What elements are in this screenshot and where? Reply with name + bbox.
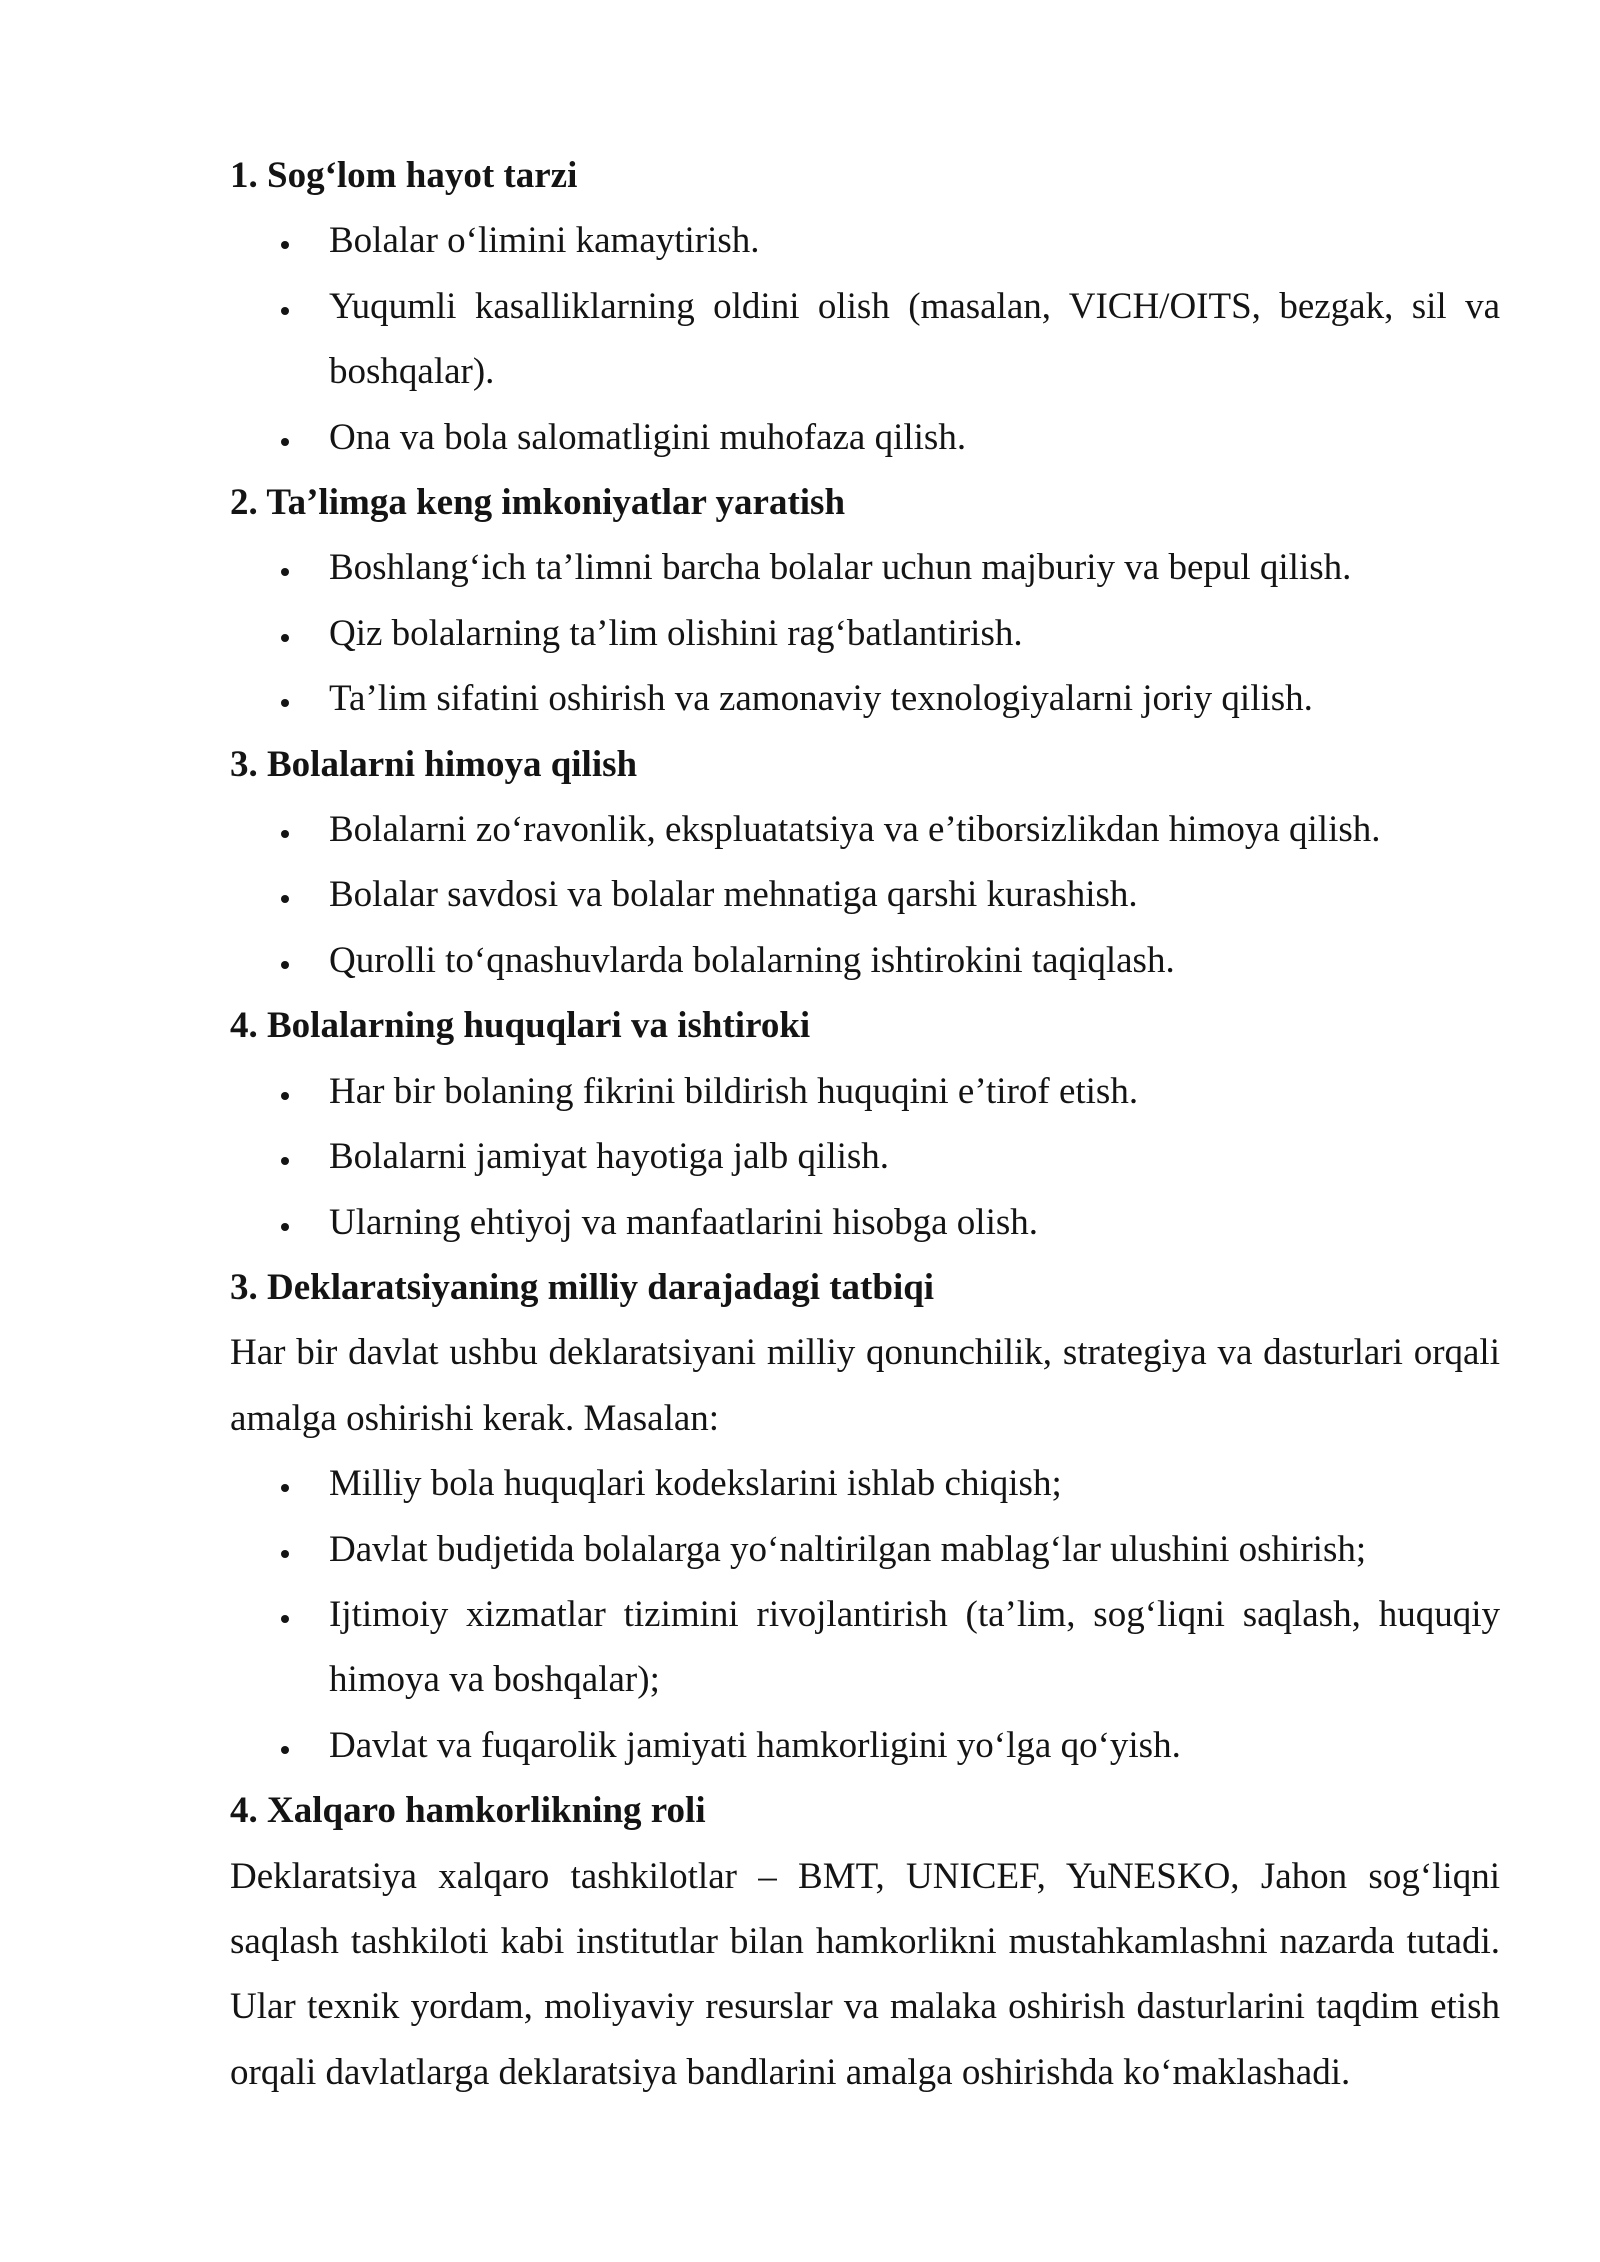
section-child-rights (230, 993, 1500, 1255)
bullet-icon (281, 241, 289, 249)
list-item-text: Ularning ehtiyoj va manfaatlarini hisobga olish. (329, 1201, 1038, 1243)
paragraph: Deklaratsiya xalqaro tashkilotlar – BMT, UNICEF, YuNESKO, Jahon sog‘liqni saqlash tashkiloti kabi institutlar bilan hamkorlikni mustahkamlashni nazarda tutadi. Ular texnik yordam, moliyaviy resurslar va malaka oshirish dasturlarini taqdim etish orqali davlatlarga deklaratsiya bandlarini amalga oshirishda ko‘maklashadi. (230, 1855, 1500, 2093)
bullet-icon (281, 1615, 289, 1623)
bullet-icon (281, 1484, 289, 1492)
bullet-list (230, 535, 1500, 731)
bullet-icon (281, 1223, 289, 1231)
list-item (230, 1190, 1500, 1255)
list-item (230, 208, 1500, 273)
bullet-list (230, 797, 1500, 993)
list-item-text: Ona va bola salomatligini muhofaza qilish. (329, 416, 967, 458)
list-item-text: Boshlang‘ich ta’limni barcha bolalar uchun majburiy va bepul qilish. (329, 547, 1352, 589)
section-national-implementation (230, 1255, 1500, 1778)
list-item (230, 1059, 1500, 1124)
section-heading: 3. Deklaratsiyaning milliy darajadagi tatbiqi (230, 1266, 935, 1308)
list-item-text: Bolalarni jamiyat hayotiga jalb qilish. (329, 1136, 890, 1178)
list-item (230, 797, 1500, 862)
list-item-text: Qurolli to‘qnashuvlarda bolalarning ishtirokini taqiqlash. (329, 939, 1175, 981)
bullet-icon (281, 830, 289, 838)
bullet-icon (281, 1550, 289, 1558)
section-heading: 4. Bolalarning huquqlari va ishtiroki (230, 1005, 811, 1047)
list-item (230, 862, 1500, 927)
bullet-icon (281, 307, 289, 315)
section-healthy-lifestyle (230, 143, 1500, 470)
bullet-icon (281, 438, 289, 446)
list-item-text: Bolalarni zo‘ravonlik, ekspluatatsiya va e’tiborsizlikdan himoya qilish. (329, 809, 1381, 851)
section-heading: 3. Bolalarni himoya qilish (230, 743, 638, 785)
bullet-icon (281, 568, 289, 576)
list-item (230, 928, 1500, 993)
list-item-text: Ijtimoiy xizmatlar tizimini rivojlantirish (ta’lim, sog‘liqni saqlash, huquqiy himoya va boshqalar); (329, 1593, 1500, 1701)
list-item (230, 1451, 1500, 1516)
bullet-icon (281, 699, 289, 707)
list-item (230, 666, 1500, 731)
list-item (230, 1124, 1500, 1189)
list-item-text: Ta’lim sifatini oshirish va zamonaviy texnologiyalarni joriy qilish. (329, 678, 1313, 720)
bullet-icon (281, 1092, 289, 1100)
section-heading: 4. Xalqaro hamkorlikning roli (230, 1790, 706, 1832)
list-item-text: Bolalar o‘limini kamaytirish. (329, 220, 760, 262)
bullet-icon (281, 895, 289, 903)
bullet-icon (281, 961, 289, 969)
list-item-text: Davlat budjetida bolalarga yo‘naltirilgan mablag‘lar ulushini oshirish; (329, 1528, 1367, 1570)
list-item (230, 1713, 1500, 1778)
bullet-list (230, 1059, 1500, 1255)
bullet-icon (281, 634, 289, 642)
paragraph: Har bir davlat ushbu deklaratsiyani milliy qonunchilik, strategiya va dasturlari orqali amalga oshirishi kerak. Masalan: (230, 1332, 1500, 1439)
list-item (230, 601, 1500, 666)
list-item-text: Qiz bolalarning ta’lim olishini rag‘batlantirish. (329, 612, 1023, 654)
list-item-text: Har bir bolaning fikrini bildirish huquqini e’tirof etish. (329, 1070, 1139, 1112)
bullet-icon (281, 1746, 289, 1754)
section-child-protection (230, 732, 1500, 994)
section-education (230, 470, 1500, 732)
list-item-text: Milliy bola huquqlari kodekslarini ishlab chiqish; (329, 1463, 1062, 1505)
bullet-list (230, 1451, 1500, 1778)
section-heading: 1. Sog‘lom hayot tarzi (230, 155, 578, 196)
bullet-icon (281, 1157, 289, 1165)
section-heading: 2. Ta’limga keng imkoniyatlar yaratish (230, 482, 846, 524)
list-item-text: Yuqumli kasalliklarning oldini olish (masalan, VICH/OITS, bezgak, sil va boshqalar). (329, 285, 1500, 393)
list-item (230, 274, 1500, 405)
list-item-text: Davlat va fuqarolik jamiyati hamkorligini yo‘lga qo‘yish. (329, 1724, 1181, 1766)
bullet-list (230, 208, 1500, 470)
document-content (230, 143, 1500, 2105)
section-international-cooperation (230, 1778, 1500, 2105)
list-item-text: Bolalar savdosi va bolalar mehnatiga qarshi kurashish. (329, 874, 1138, 916)
list-item (230, 405, 1500, 470)
list-item (230, 1517, 1500, 1582)
list-item (230, 1582, 1500, 1713)
list-item (230, 535, 1500, 600)
